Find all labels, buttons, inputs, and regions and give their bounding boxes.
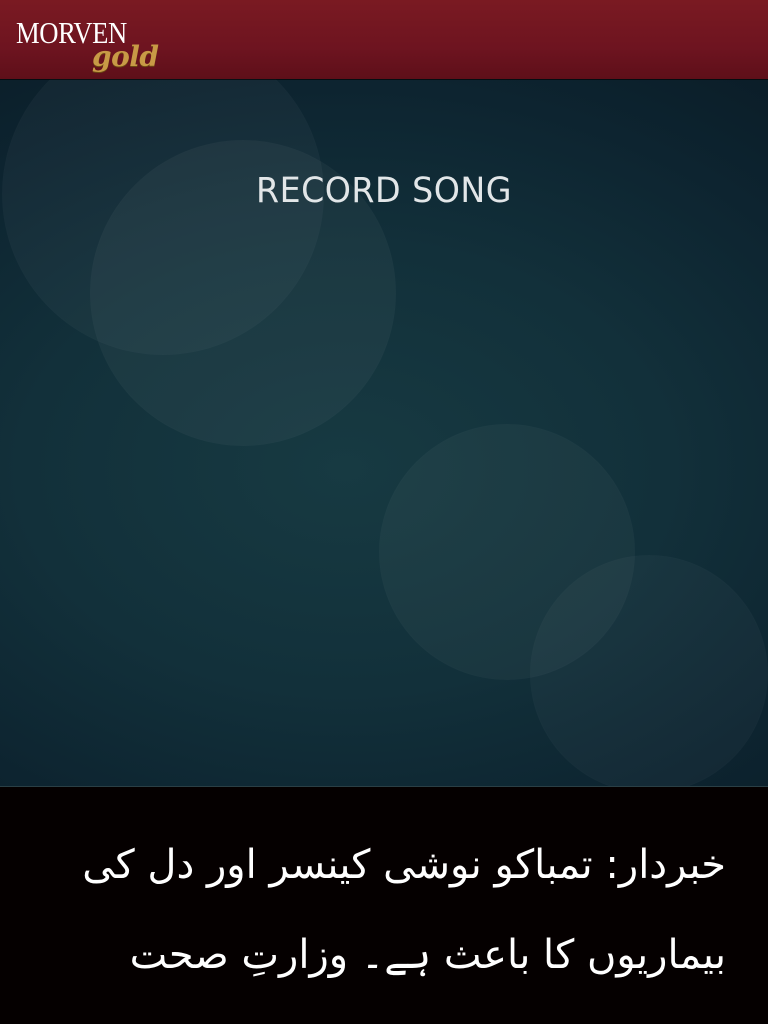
health-warning-line-2: بیماریوں کا باعث ہے۔ وزارتِ صحت (129, 932, 726, 978)
logo-sub-brand-text: gold (92, 40, 159, 73)
health-warning-banner (0, 787, 768, 1024)
health-warning-line-1: خبردار: تمباکو نوشی کینسر اور دل کی (82, 842, 726, 888)
record-song-button[interactable]: RECORD SONG (256, 171, 512, 211)
main-stage (0, 79, 768, 787)
bokeh-circle (530, 555, 768, 787)
header-bar (0, 0, 768, 79)
logo-brand-text: MORVEN (16, 15, 127, 50)
morven-gold-logo (16, 16, 176, 76)
